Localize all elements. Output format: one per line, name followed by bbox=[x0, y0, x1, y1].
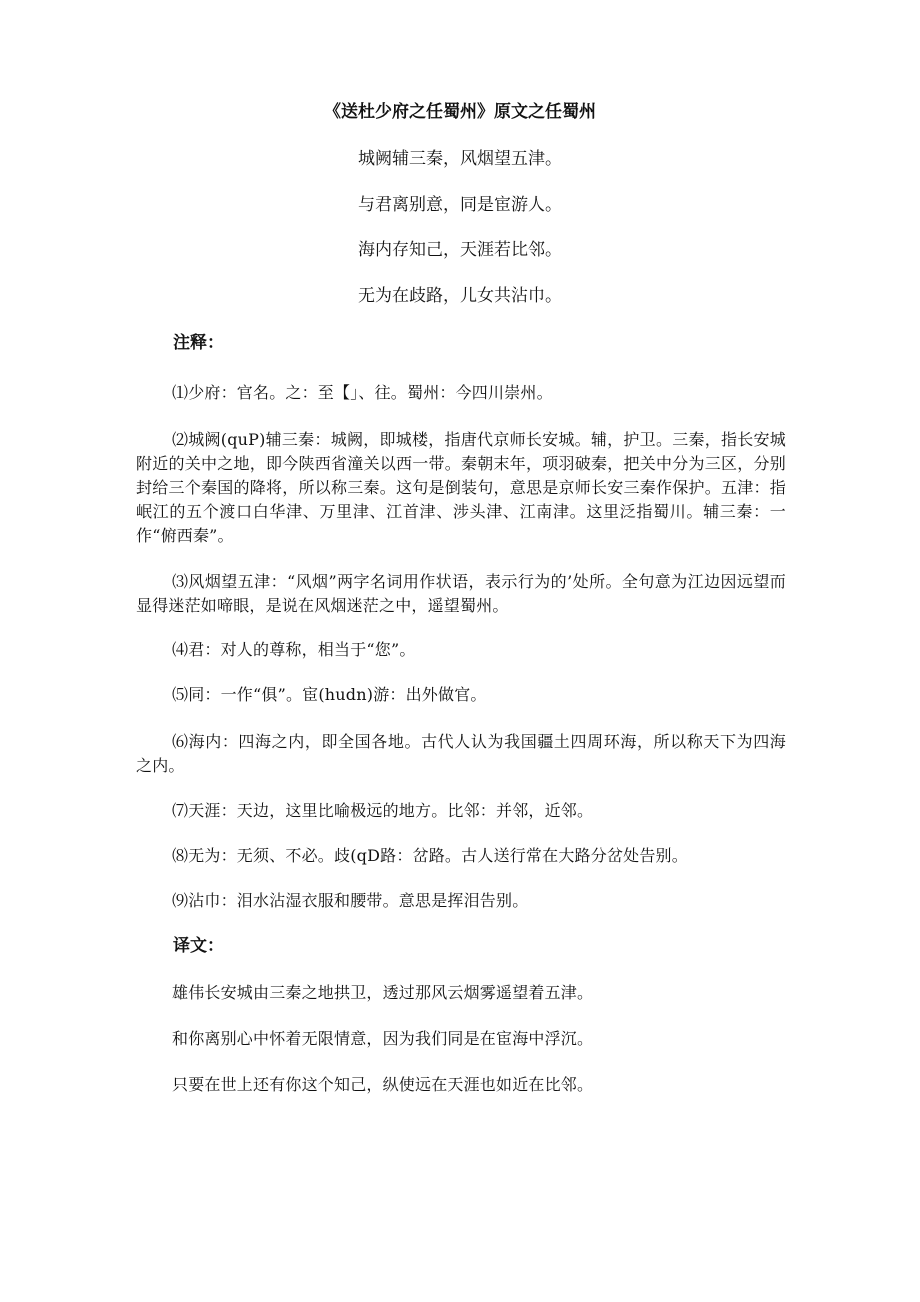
translation-line-1: 雄伟长安城由三秦之地拱卫，透过那风云烟雾遥望着五津。 bbox=[172, 983, 594, 1002]
note-7: ⑺天涯：天边，这里比喻极远的地方。比邻：并邻，近邻。 bbox=[172, 801, 594, 820]
poem-line-4: 无为在歧路，儿女共沾巾。 bbox=[358, 286, 562, 306]
note-1: ⑴少府：官名。之：至【」、往。蜀州：今四川崇州。 bbox=[172, 383, 553, 402]
notes-heading: 注释： bbox=[173, 333, 224, 353]
note-6: ⑹海内：四海之内，即全国各地。古代人认为我国疆土四周环海，所以称天下为四海之内。 bbox=[136, 732, 786, 775]
note-5: ⑸同：一作“俱”。宦(hudn)游：出外做官。 bbox=[172, 685, 487, 704]
page-title: 《送杜少府之任蜀州》原文之任蜀州 bbox=[324, 102, 596, 122]
note-4: ⑷君：对人的尊称，相当于“您”。 bbox=[172, 640, 416, 659]
poem-line-3: 海内存知己，天涯若比邻。 bbox=[358, 240, 562, 260]
translation-heading: 译文： bbox=[173, 936, 224, 956]
note-8: ⑻无为：无须、不必。歧(qD路：岔路。古人送行常在大路分岔处告别。 bbox=[172, 846, 688, 865]
poem-line-1: 城阙辅三秦，风烟望五津。 bbox=[358, 149, 562, 169]
note-9: ⑼沾巾：泪水沾湿衣服和腰带。意思是挥泪告别。 bbox=[172, 891, 529, 910]
translation-line-3: 只要在世上还有你这个知己，纵使远在天涯也如近在比邻。 bbox=[172, 1075, 594, 1094]
note-2: ⑵城阙(quP)辅三秦：城阙，即城楼，指唐代京师长安城。辅，护卫。三秦，指长安城附近的关中之地，即今陕西省潼关以西一带。秦朝末年，项羽破秦，把关中分为三区，分别封给三个秦国的降将，所以称三秦。这句是倒装句，意思是京师长安三秦作保护。五津：指岷江的五个渡口白华津、万里津、江首津、涉头津、江南津。这里泛指蜀川。辅三秦：一作“俯西秦”。 bbox=[136, 430, 786, 545]
translation-line-2: 和你离别心中怀着无限情意，因为我们同是在宦海中浮沉。 bbox=[172, 1029, 594, 1048]
note-3: ⑶风烟望五津：“风烟”两字名词用作状语，表示行为的’处所。全句意为江边因远望而显得迷茫如啼眼，是说在风烟迷茫之中，遥望蜀州。 bbox=[136, 572, 786, 615]
poem-line-2: 与君离别意，同是宦游人。 bbox=[358, 195, 562, 215]
